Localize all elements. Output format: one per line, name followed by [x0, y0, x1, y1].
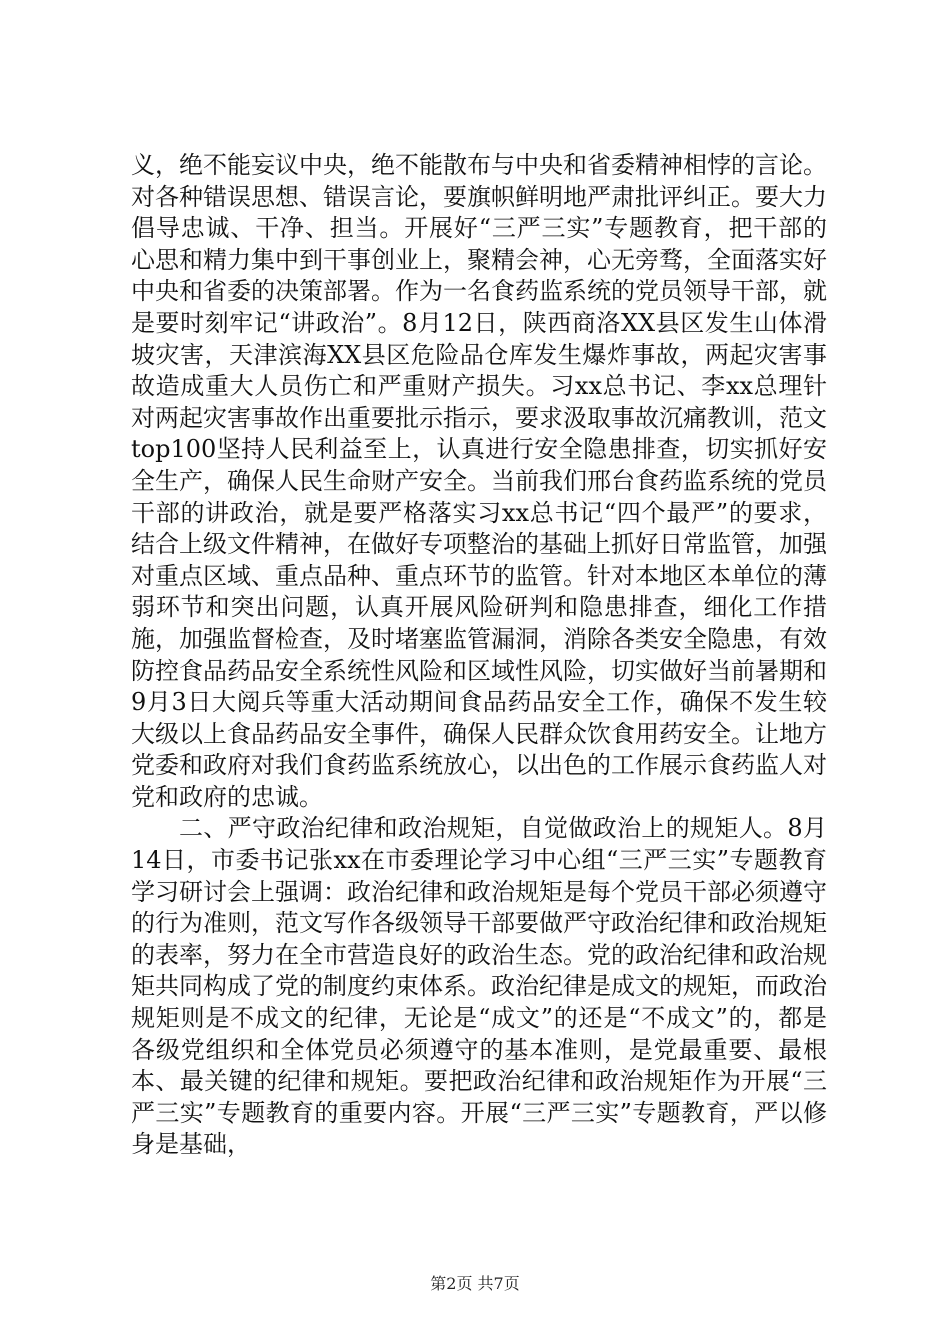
page-footer: 第2页 共7页 [430, 1274, 520, 1293]
paragraph-continuation: 义，绝不能妄议中央，绝不能散布与中央和省委精神相悖的言论。对各种错误思想、错误言论，要旗帜鲜明地严肃批评纠正。要大力倡导忠诚、干净、担当。开展好“三严三实”专题教育，把干部的心思和精力集中到干事创业上，聚精会神，心无旁骛，全面落实好中央和省委的决策部署。作为一名食药监系统的党员领导干部，就是要时刻牢记“讲政治”。8月12日，陕西商洛XX县区发生山体滑坡灾害，天津滨海XX县区危险品仓库发生爆炸事故，两起灾害事故造成重大人员伤亡和严重财产损失。习xx总书记、李xx总理针对两起灾害事故作出重要批示指示，要求汲取事故沉痛教训，范文top100坚持人民利益至上，认真进行安全隐患排查，切实抓好安全生产，确保人民生命财产安全。当前我们邢台食药监系统的党员干部的讲政治，就是要严格落实习xx总书记“四个最严”的要求，结合上级文件精神，在做好专项整治的基础上抓好日常监管，加强对重点区域、重点品种、重点环节的监管。针对本地区本单位的薄弱环节和突出问题，认真开展风险研判和隐患排查，细化工作措施，加强监督检查，及时堵塞监管漏洞，消除各类安全隐患，有效防控食品药品安全系统性风险和区域性风险，切实做好当前暑期和9月3日大阅兵等重大活动期间食品药品安全工作，确保不发生较大级以上食品药品安全事件，确保人民群众饮食用药安全。让地方党委和政府对我们食药监系统放心，以出色的工作展示食药监人对党和政府的忠诚。 [131, 151, 827, 811]
paragraph-section-two: 二、严守政治纪律和政治规矩，自觉做政治上的规矩人。8月14日，市委书记张xx在市委理论学习中心组“三严三实”专题教育学习研讨会上强调：政治纪律和政治规矩是每个党员干部必须遵守的行为准则，范文写作各级领导干部要做严守政治纪律和政治规矩的表率，努力在全市营造良好的政治生态。党的政治纪律和政治规矩共同构成了党的制度约束体系。政治纪律是成文的规矩，而政治规矩则是不成文的纪律，无论是“成文”的还是“不成文”的，都是各级党组织和全体党员必须遵守的基本准则，是党最重要、最根本、最关键的纪律和规矩。要把政治纪律和政治规矩作为开展“三严三实”专题教育的重要内容。开展“三严三实”专题教育，严以修身是基础， [131, 814, 827, 1159]
document-body [131, 150, 827, 1161]
